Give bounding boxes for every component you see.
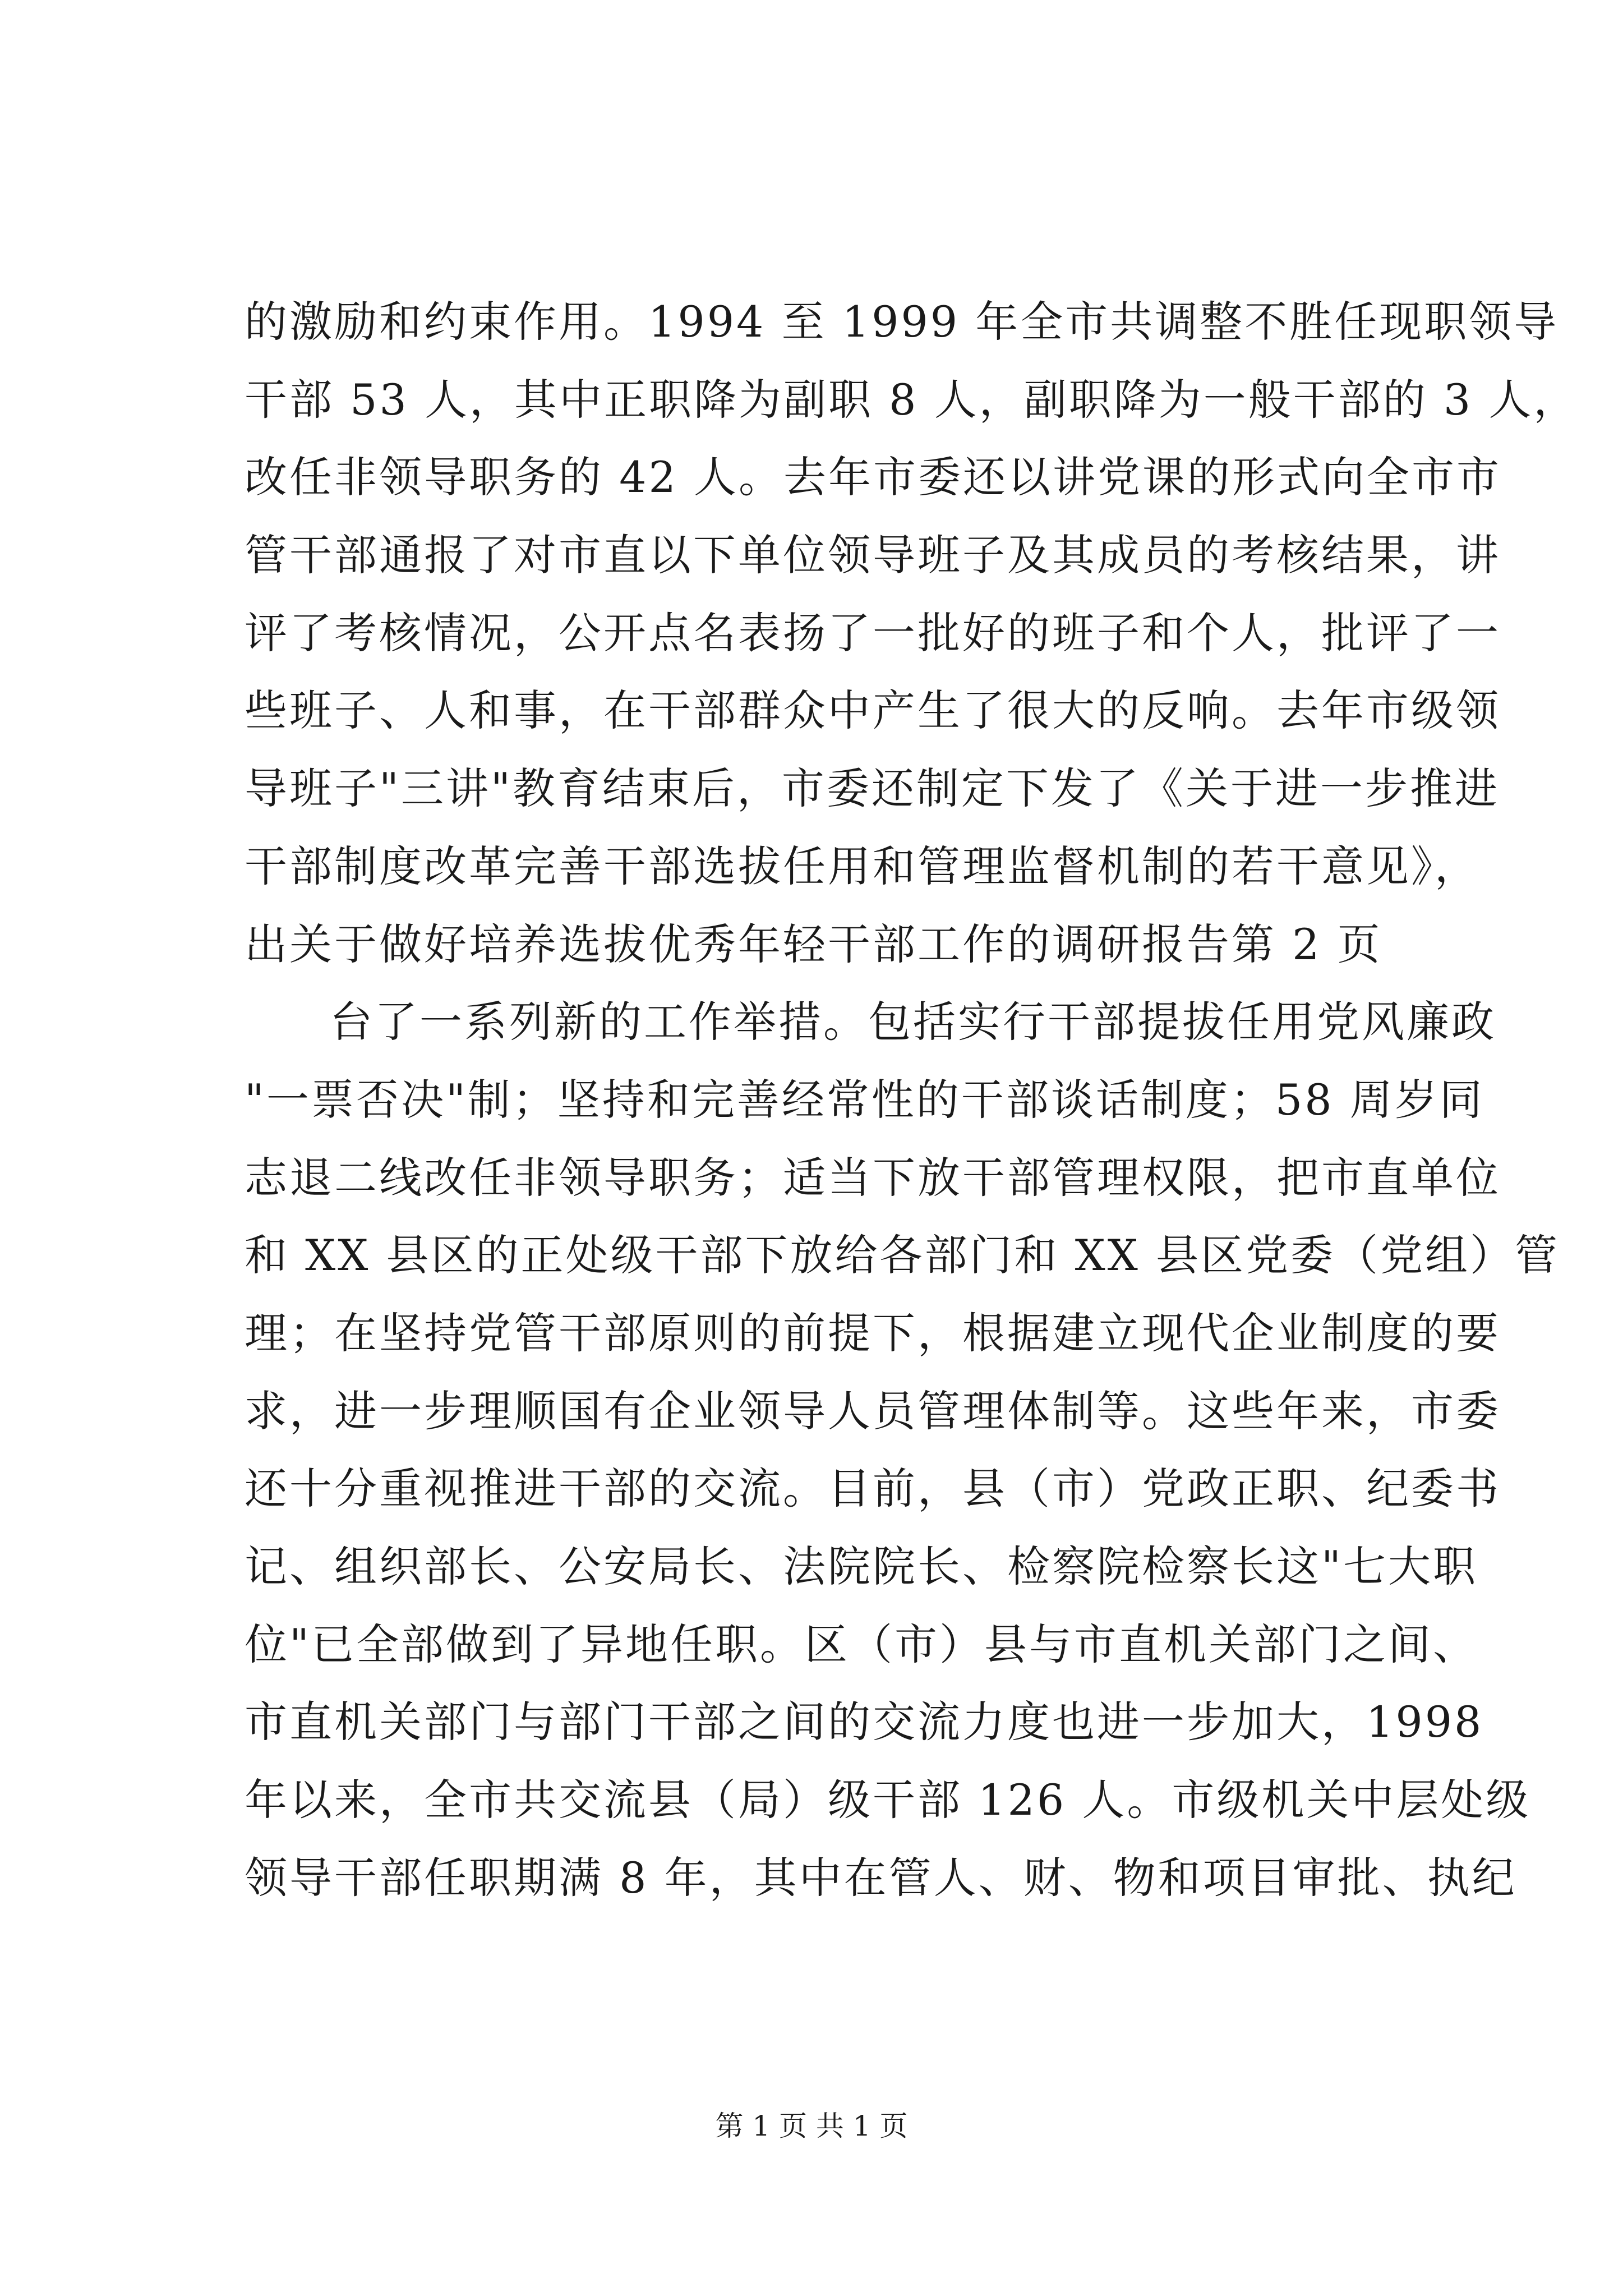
text-line: 还十分重视推进干部的交流。目前，县（市）党政正职、纪委书 — [245, 1464, 1501, 1514]
text-line: 些班子、人和事，在干部群众中产生了很大的反响。去年市级领 — [245, 685, 1501, 736]
text-line: 导班子"三讲"教育结束后，市委还制定下发了《关于进一步推进 — [245, 763, 1500, 814]
text-line: 求，进一步理顺国有企业领导人员管理体制等。这些年来，市委 — [245, 1386, 1501, 1436]
page-footer — [0, 2106, 1623, 2146]
text-line: 年以来，全市共交流县（局）级干部 126 人。市级机关中层处级 — [245, 1775, 1531, 1825]
text-line: 记、组织部长、公安局长、法院院长、检察院检察长这"七大职 — [245, 1542, 1478, 1591]
text-line: 干部 53 人，其中正职降为副职 8 人，副职降为一般干部的 3 人， — [245, 374, 1579, 425]
paragraph-start-line: 台了一系列新的工作举措。包括实行干部提拔任用党风廉政 — [330, 997, 1496, 1047]
text-line: 领导干部任职期满 8 年，其中在管人、财、物和项目审批、执纪 — [245, 1852, 1517, 1903]
text-line: 志退二线改任非领导职务；适当下放干部管理权限，把市直单位 — [245, 1152, 1501, 1203]
body-text — [245, 283, 1579, 1917]
text-line: 干部制度改革完善干部选拔任用和管理监督机制的若干意见》， — [245, 841, 1479, 891]
text-line: 和 XX 县区的正处级干部下放给各部门和 XX 县区党委（党组）管 — [245, 1230, 1560, 1281]
text-line: 管干部通报了对市直以下单位领导班子及其成员的考核结果，讲 — [245, 530, 1501, 581]
text-line: 出关于做好培养选拔优秀年轻干部工作的调研报告第 2 页 — [245, 919, 1382, 969]
text-line: 位"已全部做到了异地任职。区（市）县与市直机关部门之间、 — [245, 1619, 1478, 1669]
text-line: "一票否决"制；坚持和完善经常性的干部谈话制度；58 周岁同 — [245, 1074, 1484, 1125]
text-line: 理；在坚持党管干部原则的前提下，根据建立现代企业制度的要 — [245, 1308, 1501, 1358]
text-line: 市直机关部门与部门干部之间的交流力度也进一步加大，1998 — [245, 1697, 1484, 1747]
text-line: 的激励和约束作用。1994 至 1999 年全市共调整不胜任现职领导 — [245, 297, 1559, 347]
text-line: 评了考核情况，公开点名表扬了一批好的班子和个人，批评了一 — [245, 608, 1501, 658]
page-number-label: 第 1 页 共 1 页 — [715, 2110, 908, 2142]
text-line: 改任非领导职务的 42 人。去年市委还以讲党课的形式向全市市 — [245, 452, 1502, 503]
